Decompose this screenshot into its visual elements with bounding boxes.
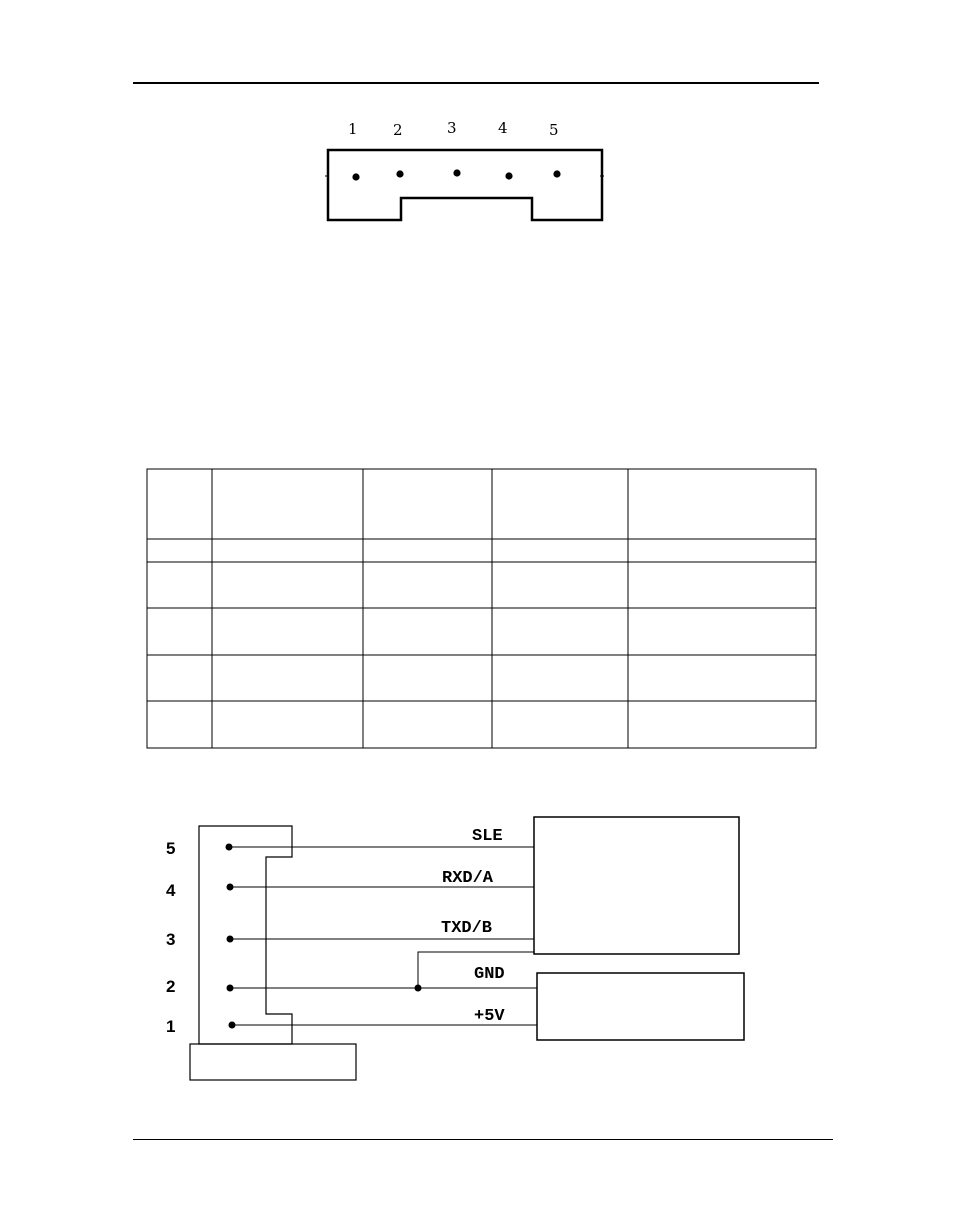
signal-label-gnd: GND [474, 965, 505, 984]
connector-pin-number: 5 [549, 121, 559, 139]
terminal-dot [227, 884, 234, 891]
wiring-pin-number: 3 [166, 930, 176, 949]
wiring-pin-number: 2 [166, 977, 176, 996]
terminal-dot [226, 844, 233, 851]
connector-pin-number: 2 [393, 121, 403, 139]
connector-top-view [325, 119, 604, 220]
signal-label-rxd: RXD/A [442, 869, 494, 888]
wiring-diagram [166, 817, 744, 1080]
signal-label-5v: +5V [474, 1007, 505, 1026]
terminal-dot [229, 1022, 236, 1029]
connector-pin-dot [505, 172, 512, 179]
wiring-pin-number: 5 [166, 839, 176, 858]
wiring-pin-number: 1 [166, 1017, 176, 1036]
device-box-upper [534, 817, 739, 954]
connector-pin-dot [453, 169, 460, 176]
connector-pin-dot [396, 170, 403, 177]
pin-table [147, 469, 816, 748]
wiring-pin-number: 4 [166, 881, 176, 900]
connector-pin-dot [352, 173, 359, 180]
terminal-dot [227, 985, 234, 992]
connector-pin-number: 4 [498, 119, 508, 137]
signal-label-sle: SLE [472, 827, 503, 846]
junction-dot [415, 985, 422, 992]
terminal-dot [227, 936, 234, 943]
device-box-lower [537, 973, 744, 1040]
signal-label-txd: TXD/B [441, 919, 493, 938]
connector-pin-number: 3 [447, 119, 457, 137]
connector-pin-number: 1 [348, 120, 358, 138]
connector-pin-dot [553, 170, 560, 177]
